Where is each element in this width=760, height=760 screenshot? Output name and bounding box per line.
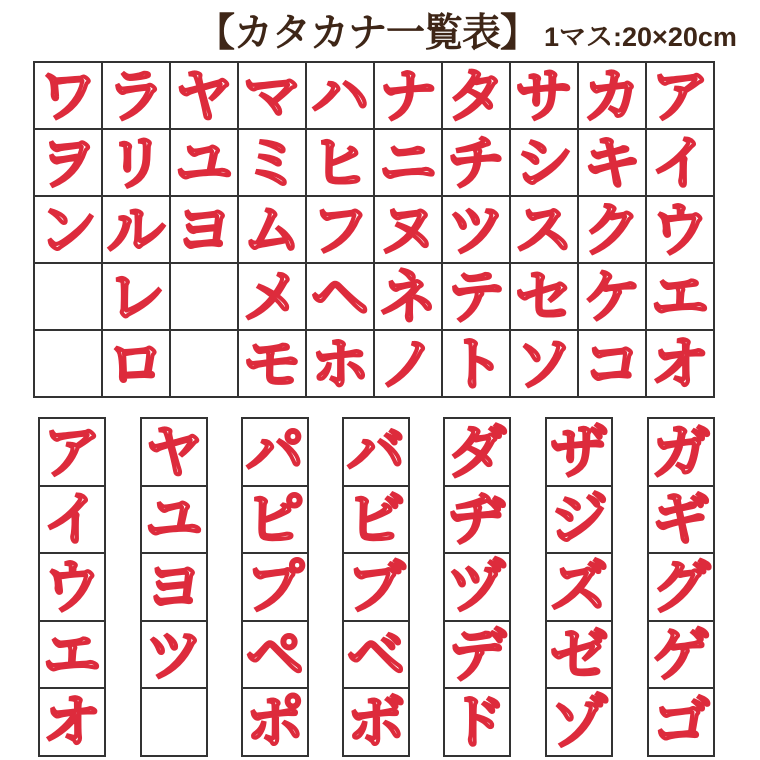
- kana-cell: ビ: [344, 487, 408, 553]
- kana-cell: チ: [443, 130, 509, 195]
- main-kana-grid: [33, 61, 715, 398]
- kana-cell: プ: [243, 554, 307, 620]
- kana-cell: ブ: [344, 554, 408, 620]
- kana-cell: マ: [239, 63, 305, 128]
- kana-cell: ヨ: [142, 554, 206, 620]
- kana-cell: ノ: [375, 331, 441, 396]
- page-header: [196, 2, 737, 58]
- kana-cell: ワ: [35, 63, 101, 128]
- kana-cell-empty: [171, 331, 237, 396]
- kana-cell: ギ: [649, 487, 713, 553]
- kana-cell: ズ: [547, 554, 611, 620]
- kana-cell: オ: [40, 689, 104, 755]
- kana-cell: ヘ: [307, 264, 373, 329]
- column-da-gyo: [443, 417, 511, 757]
- kana-cell: ヤ: [142, 419, 206, 485]
- kana-cell-empty: [171, 264, 237, 329]
- kana-cell: ゲ: [649, 622, 713, 688]
- kana-cell: カ: [579, 63, 645, 128]
- kana-cell: ナ: [375, 63, 441, 128]
- kana-cell: セ: [511, 264, 577, 329]
- column-ga-gyo: [647, 417, 715, 757]
- kana-cell: ル: [103, 197, 169, 262]
- kana-cell: フ: [307, 197, 373, 262]
- kana-cell: ヤ: [171, 63, 237, 128]
- kana-cell: イ: [647, 130, 713, 195]
- kana-cell: テ: [443, 264, 509, 329]
- kana-cell-empty: [35, 264, 101, 329]
- kana-cell: バ: [344, 419, 408, 485]
- kana-cell: ロ: [103, 331, 169, 396]
- kana-cell: ヂ: [445, 487, 509, 553]
- kana-cell: ユ: [142, 487, 206, 553]
- kana-cell: ダ: [445, 419, 509, 485]
- kana-cell: ド: [445, 689, 509, 755]
- kana-cell: ゼ: [547, 622, 611, 688]
- kana-cell: ヲ: [35, 130, 101, 195]
- kana-cell: ク: [579, 197, 645, 262]
- kana-cell: ヒ: [307, 130, 373, 195]
- kana-cell: ラ: [103, 63, 169, 128]
- kana-cell: デ: [445, 622, 509, 688]
- kana-cell: グ: [649, 554, 713, 620]
- kana-cell: ゴ: [649, 689, 713, 755]
- kana-cell: ウ: [40, 554, 104, 620]
- kana-cell: エ: [40, 622, 104, 688]
- column-ba-gyo: [342, 417, 410, 757]
- kana-cell: リ: [103, 130, 169, 195]
- kana-cell: シ: [511, 130, 577, 195]
- kana-cell: ア: [40, 419, 104, 485]
- kana-cell: ツ: [142, 622, 206, 688]
- kana-cell: ス: [511, 197, 577, 262]
- kana-cell: ヌ: [375, 197, 441, 262]
- kana-cell: ヅ: [445, 554, 509, 620]
- kana-cell: ペ: [243, 622, 307, 688]
- kana-cell: ソ: [511, 331, 577, 396]
- kana-cell: ミ: [239, 130, 305, 195]
- column-ya-yu-yo-tsu: [140, 417, 208, 757]
- kana-cell: イ: [40, 487, 104, 553]
- kana-cell: ア: [647, 63, 713, 128]
- kana-cell: ウ: [647, 197, 713, 262]
- kana-cell: オ: [647, 331, 713, 396]
- kana-cell: ボ: [344, 689, 408, 755]
- cell-size-note: 1マス:20×20cm: [544, 22, 737, 52]
- kana-cell: ザ: [547, 419, 611, 485]
- kana-cell: ホ: [307, 331, 373, 396]
- kana-cell: ト: [443, 331, 509, 396]
- column-vowels: [38, 417, 106, 757]
- kana-cell: ゾ: [547, 689, 611, 755]
- kana-cell: メ: [239, 264, 305, 329]
- kana-cell: パ: [243, 419, 307, 485]
- kana-cell: ガ: [649, 419, 713, 485]
- kana-cell: ジ: [547, 487, 611, 553]
- kana-cell: ム: [239, 197, 305, 262]
- kana-cell: レ: [103, 264, 169, 329]
- kana-cell: サ: [511, 63, 577, 128]
- kana-cell: ポ: [243, 689, 307, 755]
- kana-cell: ネ: [375, 264, 441, 329]
- kana-cell: ニ: [375, 130, 441, 195]
- kana-cell: ヨ: [171, 197, 237, 262]
- kana-cell: ベ: [344, 622, 408, 688]
- column-za-gyo: [545, 417, 613, 757]
- kana-cell: ハ: [307, 63, 373, 128]
- kana-cell: ケ: [579, 264, 645, 329]
- kana-cell: ユ: [171, 130, 237, 195]
- kana-cell: モ: [239, 331, 305, 396]
- kana-cell-empty: [35, 331, 101, 396]
- page-title: 【カタカナ一覧表】: [196, 12, 539, 55]
- kana-cell: コ: [579, 331, 645, 396]
- kana-cell: ン: [35, 197, 101, 262]
- kana-cell: エ: [647, 264, 713, 329]
- kana-cell: タ: [443, 63, 509, 128]
- column-pa-gyo: [241, 417, 309, 757]
- kana-cell: ツ: [443, 197, 509, 262]
- kana-cell-empty: [142, 689, 206, 755]
- kana-cell: キ: [579, 130, 645, 195]
- kana-cell: ピ: [243, 487, 307, 553]
